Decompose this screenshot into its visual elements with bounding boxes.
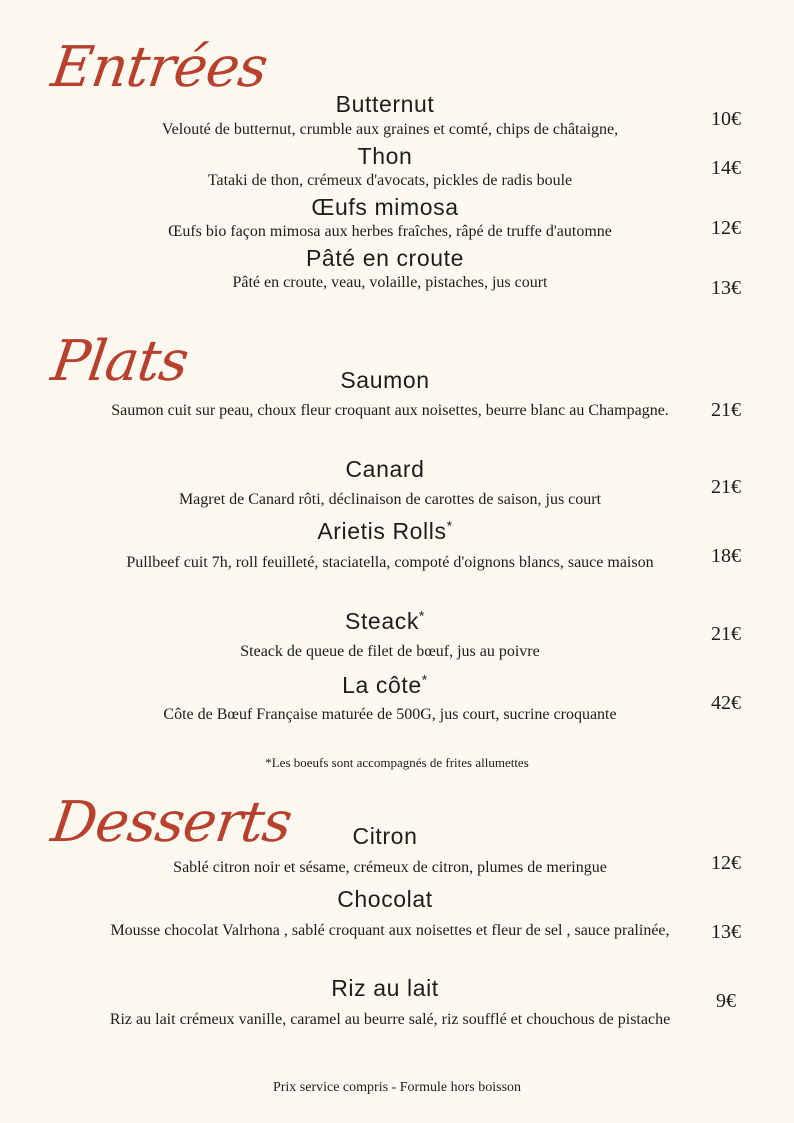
- price-citron: 12€: [711, 852, 741, 874]
- dish-name-saumon: Saumon: [340, 367, 430, 393]
- dish-desc-citron: Sablé citron noir et sésame, crémeux de citron, plumes de meringue: [173, 859, 607, 876]
- price-butternut: 10€: [711, 108, 741, 130]
- dish-desc-cote: Côte de Bœuf Française maturée de 500G, jus court, sucrine croquante: [163, 706, 617, 723]
- dish-desc-saumon: Saumon cuit sur peau, choux fleur croquant aux noisettes, beurre blanc au Champagne.: [111, 402, 669, 419]
- price-chocolat: 13€: [711, 921, 741, 943]
- beef-note: *Les boeufs sont accompagnés de frites allumettes: [265, 755, 529, 770]
- beef-note-marker: *: [421, 671, 428, 688]
- dish-name-oeufs: Œufs mimosa: [311, 194, 459, 220]
- dish-desc-canard: Magret de Canard rôti, déclinaison de carottes de saison, jus court: [178, 491, 602, 508]
- dish-desc-pate: Pâté en croute, veau, volaille, pistaches, jus court: [232, 274, 548, 291]
- price-thon: 14€: [711, 157, 741, 179]
- price-saumon: 21€: [711, 399, 741, 421]
- dish-name-butternut: Butternut: [335, 91, 435, 117]
- footer-note: Prix service compris - Formule hors boisson: [272, 1080, 522, 1095]
- price-cote: 42€: [711, 692, 741, 714]
- dish-desc-arietis: Pullbeef cuit 7h, roll feuilleté, staciatella, compoté d'oignons blancs, sauce maison: [126, 554, 654, 571]
- dish-desc-riz: Riz au lait crémeux vanille, caramel au beurre salé, riz soufflé et chouchous de pistache: [109, 1011, 671, 1028]
- price-riz: 9€: [716, 990, 736, 1012]
- dish-name-riz: Riz au lait: [331, 975, 439, 1001]
- price-steack: 21€: [711, 623, 741, 645]
- dish-desc-thon: Tataki de thon, crémeux d'avocats, pickles de radis boule: [207, 172, 573, 189]
- dish-name-chocolat: Chocolat: [337, 886, 433, 912]
- beef-note-marker: *: [418, 607, 425, 624]
- dish-name-steack-text: Steack: [345, 608, 419, 634]
- dish-desc-butternut: Velouté de butternut, crumble aux graines et comté, chips de châtaigne,: [161, 121, 619, 138]
- dish-name-pate: Pâté en croute: [305, 245, 464, 271]
- dish-name-arietis-text: Arietis Rolls: [317, 518, 447, 544]
- entrees-title: Entrées: [47, 35, 271, 100]
- beef-note-marker: *: [446, 517, 453, 534]
- dish-desc-oeufs: Œufs bio façon mimosa aux herbes fraîches, râpé de truffe d'automne: [168, 223, 612, 240]
- dish-desc-chocolat: Mousse chocolat Valrhona , sablé croquant aux noisettes et fleur de sel , sauce pralinée,: [110, 922, 670, 939]
- dish-desc-steack: Steack de queue de filet de bœuf, jus au poivre: [240, 643, 540, 660]
- price-canard: 21€: [711, 476, 741, 498]
- dish-name-thon: Thon: [357, 143, 413, 169]
- plats-title: Plats: [47, 329, 192, 394]
- dish-name-cote-text: La côte: [342, 672, 422, 698]
- dish-name-canard: Canard: [345, 456, 425, 482]
- price-oeufs: 12€: [711, 217, 741, 239]
- dish-name-arietis: [80, 517, 690, 545]
- price-pate: 13€: [711, 277, 741, 299]
- dish-name-steack: [80, 607, 690, 635]
- desserts-title: Desserts: [47, 790, 296, 855]
- price-arietis: 18€: [711, 545, 741, 567]
- dish-name-cote: [80, 671, 690, 699]
- dish-name-citron: Citron: [352, 823, 418, 849]
